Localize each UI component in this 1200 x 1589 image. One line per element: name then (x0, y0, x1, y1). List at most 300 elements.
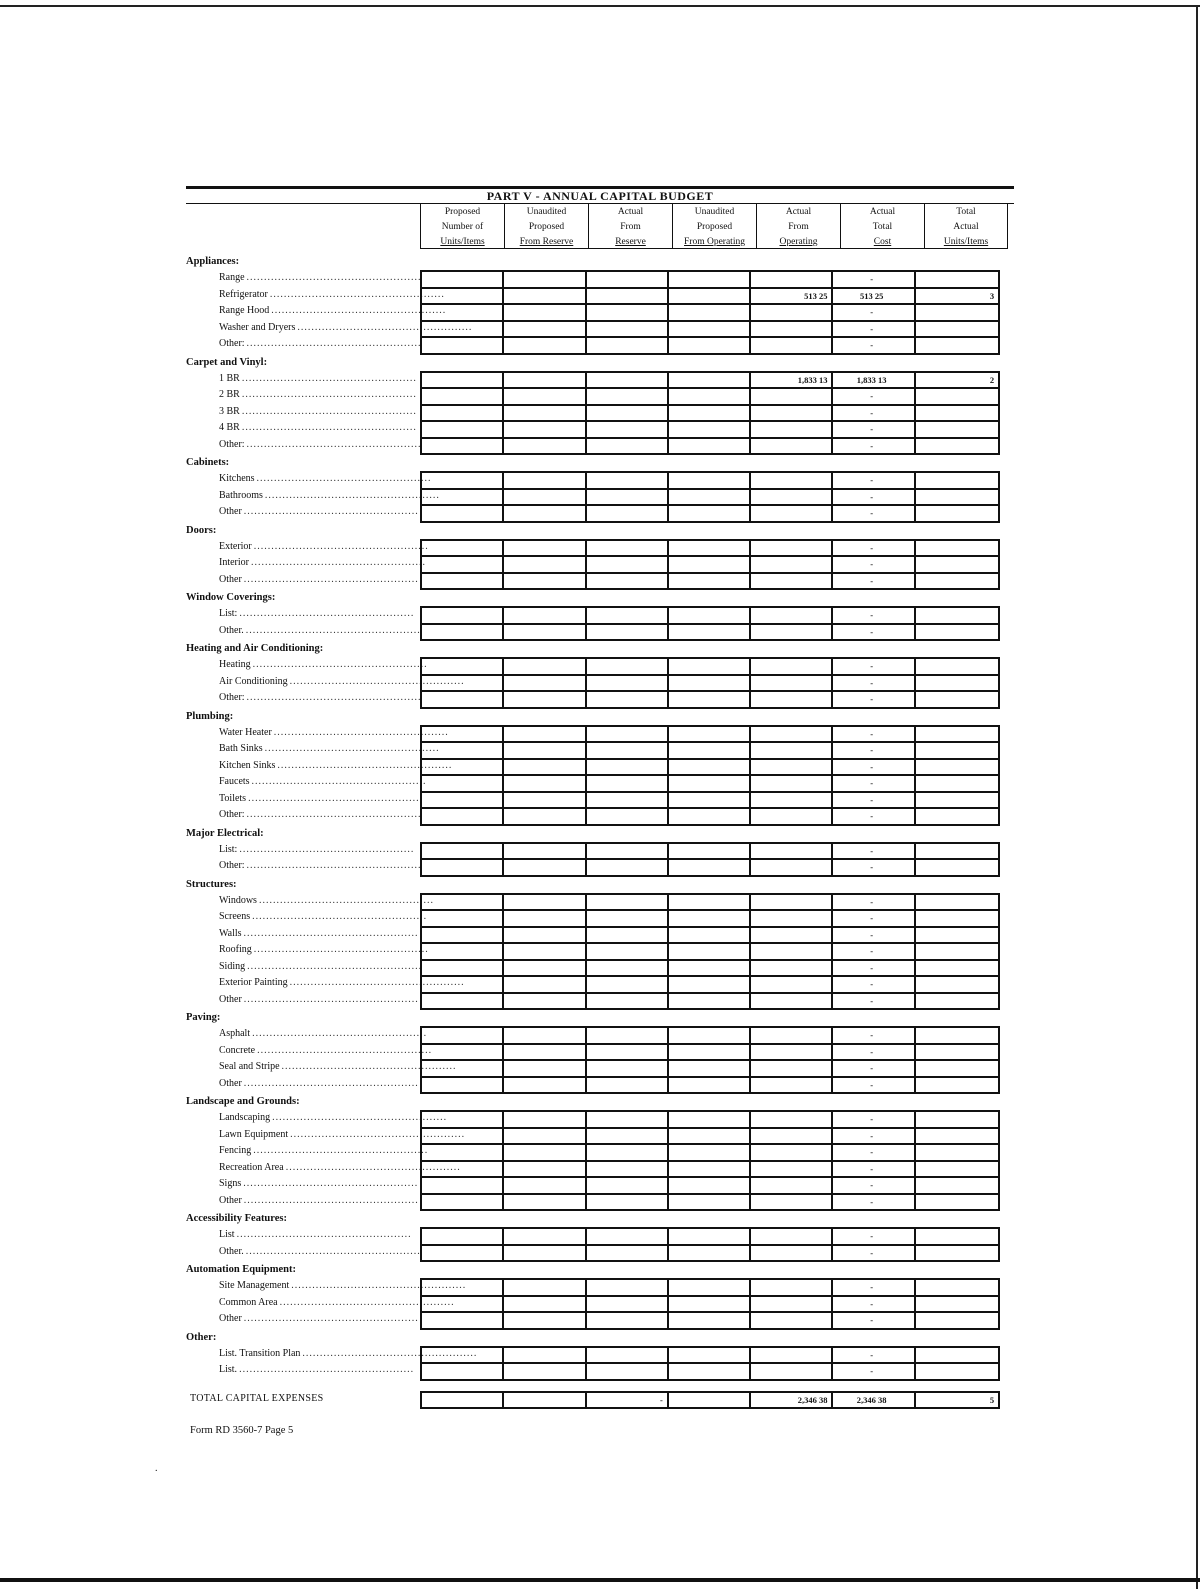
value-cell[interactable] (587, 911, 669, 926)
value-cell[interactable] (504, 557, 586, 572)
value-cell[interactable] (422, 1195, 504, 1210)
value-cell[interactable] (916, 692, 998, 707)
value-cell[interactable]: - (833, 1195, 915, 1210)
value-cell[interactable] (916, 506, 998, 521)
value-cell[interactable]: - (833, 1297, 915, 1312)
value-cell[interactable] (751, 1195, 833, 1210)
value-cell[interactable] (669, 406, 751, 421)
value-cell[interactable] (587, 406, 669, 421)
value-cell[interactable] (587, 1229, 669, 1244)
value-cell[interactable] (504, 1393, 586, 1408)
value-cell[interactable] (916, 1045, 998, 1060)
value-cell[interactable] (916, 1313, 998, 1328)
value-cell[interactable] (669, 1364, 751, 1379)
value-cell[interactable] (504, 322, 586, 337)
value-cell[interactable] (669, 895, 751, 910)
value-cell[interactable] (422, 844, 504, 859)
value-cell[interactable]: - (833, 760, 915, 775)
value-cell[interactable] (504, 911, 586, 926)
value-cell[interactable] (504, 860, 586, 875)
value-cell[interactable] (504, 608, 586, 623)
value-cell[interactable] (751, 1229, 833, 1244)
value-cell[interactable] (669, 911, 751, 926)
value-cell[interactable] (916, 608, 998, 623)
value-cell[interactable] (669, 1246, 751, 1261)
value-cell[interactable] (916, 911, 998, 926)
value-cell[interactable] (669, 809, 751, 824)
value-cell[interactable] (422, 1229, 504, 1244)
value-cell[interactable] (504, 743, 586, 758)
value-cell[interactable] (916, 895, 998, 910)
value-cell[interactable] (587, 994, 669, 1009)
value-cell[interactable] (916, 1178, 998, 1193)
value-cell[interactable]: - (833, 1045, 915, 1060)
value-cell[interactable] (504, 1364, 586, 1379)
value-cell[interactable] (916, 1162, 998, 1177)
value-cell[interactable] (587, 1195, 669, 1210)
value-cell[interactable] (916, 793, 998, 808)
value-cell[interactable] (504, 844, 586, 859)
value-cell[interactable]: - (833, 473, 915, 488)
value-cell[interactable] (504, 1297, 586, 1312)
value-cell[interactable] (916, 776, 998, 791)
value-cell[interactable] (751, 895, 833, 910)
value-cell[interactable] (916, 994, 998, 1009)
value-cell[interactable] (669, 305, 751, 320)
value-cell[interactable]: - (833, 676, 915, 691)
value-cell[interactable] (751, 322, 833, 337)
value-cell[interactable]: - (833, 1246, 915, 1261)
value-cell[interactable] (751, 1280, 833, 1295)
value-cell[interactable] (669, 1145, 751, 1160)
value-cell[interactable] (669, 322, 751, 337)
value-cell[interactable] (669, 793, 751, 808)
value-cell[interactable] (587, 1313, 669, 1328)
value-cell[interactable]: - (833, 1078, 915, 1093)
value-cell[interactable] (669, 625, 751, 640)
value-cell[interactable] (916, 1129, 998, 1144)
value-cell[interactable]: - (833, 1313, 915, 1328)
value-cell[interactable] (751, 1078, 833, 1093)
value-cell[interactable] (504, 305, 586, 320)
value-cell[interactable]: - (833, 406, 915, 421)
value-cell[interactable] (751, 911, 833, 926)
value-cell[interactable] (669, 659, 751, 674)
value-cell[interactable]: - (833, 776, 915, 791)
value-cell[interactable] (587, 1280, 669, 1295)
value-cell[interactable] (669, 1045, 751, 1060)
value-cell[interactable] (751, 1162, 833, 1177)
value-cell[interactable] (916, 760, 998, 775)
value-cell[interactable]: - (833, 541, 915, 556)
value-cell[interactable]: - (833, 944, 915, 959)
value-cell[interactable] (422, 373, 504, 388)
value-cell[interactable] (669, 692, 751, 707)
value-cell[interactable] (751, 422, 833, 437)
value-cell[interactable] (669, 844, 751, 859)
value-cell[interactable] (422, 389, 504, 404)
value-cell[interactable] (504, 1078, 586, 1093)
value-cell[interactable] (669, 1280, 751, 1295)
value-cell[interactable] (504, 272, 586, 287)
value-cell[interactable] (422, 1061, 504, 1076)
value-cell[interactable] (669, 272, 751, 287)
value-cell[interactable] (587, 625, 669, 640)
value-cell[interactable] (916, 977, 998, 992)
value-cell[interactable] (669, 473, 751, 488)
value-cell[interactable] (422, 541, 504, 556)
value-cell[interactable]: - (833, 1129, 915, 1144)
value-cell[interactable] (669, 760, 751, 775)
value-cell[interactable] (916, 541, 998, 556)
value-cell[interactable] (751, 608, 833, 623)
value-cell[interactable] (504, 439, 586, 454)
value-cell[interactable] (916, 305, 998, 320)
value-cell[interactable] (504, 506, 586, 521)
value-cell[interactable] (504, 776, 586, 791)
value-cell[interactable]: - (833, 994, 915, 1009)
value-cell[interactable] (751, 625, 833, 640)
value-cell[interactable] (751, 692, 833, 707)
value-cell[interactable] (504, 1246, 586, 1261)
value-cell[interactable] (751, 272, 833, 287)
value-cell[interactable] (751, 727, 833, 742)
value-cell[interactable]: - (833, 1364, 915, 1379)
value-cell[interactable]: - (833, 961, 915, 976)
value-cell[interactable] (504, 574, 586, 589)
value-cell[interactable] (751, 1178, 833, 1193)
value-cell[interactable]: - (833, 911, 915, 926)
value-cell[interactable] (916, 574, 998, 589)
value-cell[interactable] (422, 1297, 504, 1312)
value-cell[interactable] (587, 1129, 669, 1144)
value-cell[interactable] (587, 793, 669, 808)
value-cell[interactable] (669, 1313, 751, 1328)
value-cell[interactable]: - (833, 1162, 915, 1177)
value-cell[interactable] (587, 809, 669, 824)
value-cell[interactable] (669, 994, 751, 1009)
value-cell[interactable] (669, 676, 751, 691)
value-cell[interactable]: - (833, 844, 915, 859)
value-cell[interactable] (916, 1028, 998, 1043)
value-cell[interactable] (587, 439, 669, 454)
value-cell[interactable] (751, 860, 833, 875)
value-cell[interactable] (669, 1129, 751, 1144)
value-cell[interactable] (916, 1112, 998, 1127)
value-cell[interactable] (504, 1145, 586, 1160)
value-cell[interactable] (587, 743, 669, 758)
value-cell[interactable] (587, 928, 669, 943)
value-cell[interactable] (422, 1078, 504, 1093)
value-cell[interactable] (669, 289, 751, 304)
value-cell[interactable] (422, 793, 504, 808)
value-cell[interactable] (916, 406, 998, 421)
value-cell[interactable] (916, 338, 998, 353)
value-cell[interactable] (422, 760, 504, 775)
value-cell[interactable] (504, 373, 586, 388)
value-cell[interactable] (587, 389, 669, 404)
value-cell[interactable] (504, 944, 586, 959)
value-cell[interactable]: - (833, 1028, 915, 1043)
value-cell[interactable] (669, 1078, 751, 1093)
value-cell[interactable] (669, 439, 751, 454)
value-cell[interactable] (751, 676, 833, 691)
value-cell[interactable]: - (833, 809, 915, 824)
value-cell[interactable] (751, 1313, 833, 1328)
value-cell[interactable] (587, 608, 669, 623)
value-cell[interactable]: - (833, 1145, 915, 1160)
value-cell[interactable] (504, 977, 586, 992)
value-cell[interactable] (669, 1393, 751, 1408)
value-cell[interactable] (916, 928, 998, 943)
value-cell[interactable] (669, 1061, 751, 1076)
value-cell[interactable] (504, 389, 586, 404)
value-cell[interactable] (587, 1297, 669, 1312)
value-cell[interactable] (751, 506, 833, 521)
value-cell[interactable] (587, 1028, 669, 1043)
value-cell[interactable] (504, 727, 586, 742)
value-cell[interactable] (916, 860, 998, 875)
value-cell[interactable]: - (833, 625, 915, 640)
value-cell[interactable] (916, 473, 998, 488)
value-cell[interactable] (751, 406, 833, 421)
value-cell[interactable] (669, 422, 751, 437)
value-cell[interactable] (587, 977, 669, 992)
value-cell[interactable] (504, 1112, 586, 1127)
value-cell[interactable] (504, 1348, 586, 1363)
value-cell[interactable] (422, 1364, 504, 1379)
value-cell[interactable] (751, 305, 833, 320)
value-cell[interactable] (422, 1112, 504, 1127)
value-cell[interactable]: - (833, 1348, 915, 1363)
value-cell[interactable]: - (833, 1061, 915, 1076)
value-cell[interactable] (422, 743, 504, 758)
value-cell[interactable] (669, 860, 751, 875)
value-cell[interactable] (751, 541, 833, 556)
value-cell[interactable] (504, 1045, 586, 1060)
value-cell[interactable]: - (833, 659, 915, 674)
value-cell[interactable] (587, 760, 669, 775)
value-cell[interactable] (422, 506, 504, 521)
value-cell[interactable] (669, 557, 751, 572)
value-cell[interactable] (587, 322, 669, 337)
value-cell[interactable] (504, 490, 586, 505)
value-cell[interactable] (751, 961, 833, 976)
value-cell[interactable]: - (833, 272, 915, 287)
value-cell[interactable]: - (833, 389, 915, 404)
value-cell[interactable] (751, 1348, 833, 1363)
value-cell[interactable] (587, 473, 669, 488)
value-cell[interactable] (669, 727, 751, 742)
value-cell[interactable] (504, 895, 586, 910)
value-cell[interactable] (751, 760, 833, 775)
value-cell[interactable] (587, 490, 669, 505)
value-cell[interactable] (422, 272, 504, 287)
value-cell[interactable] (751, 659, 833, 674)
value-cell[interactable] (422, 490, 504, 505)
value-cell[interactable] (751, 743, 833, 758)
value-cell[interactable] (422, 692, 504, 707)
value-cell[interactable]: 2 (989, 374, 995, 385)
value-cell[interactable] (916, 1145, 998, 1160)
value-cell[interactable] (916, 1229, 998, 1244)
value-cell[interactable] (669, 743, 751, 758)
value-cell[interactable] (587, 776, 669, 791)
value-cell[interactable] (587, 422, 669, 437)
value-cell[interactable] (504, 928, 586, 943)
value-cell[interactable] (669, 373, 751, 388)
value-cell[interactable]: 3 (989, 290, 995, 301)
value-cell[interactable]: - (833, 1178, 915, 1193)
value-cell[interactable] (916, 809, 998, 824)
value-cell[interactable] (422, 289, 504, 304)
value-cell[interactable] (751, 338, 833, 353)
value-cell[interactable]: - (833, 338, 915, 353)
value-cell[interactable] (916, 625, 998, 640)
value-cell[interactable]: - (833, 608, 915, 623)
value-cell[interactable] (504, 659, 586, 674)
value-cell[interactable] (669, 338, 751, 353)
value-cell[interactable] (587, 961, 669, 976)
value-cell[interactable] (916, 439, 998, 454)
value-cell[interactable]: - (833, 860, 915, 875)
value-cell[interactable] (422, 322, 504, 337)
value-cell[interactable]: 1,833 13 (833, 373, 915, 388)
value-cell[interactable] (916, 844, 998, 859)
value-cell[interactable] (669, 1195, 751, 1210)
value-cell[interactable] (751, 389, 833, 404)
value-cell[interactable] (504, 692, 586, 707)
value-cell[interactable] (669, 928, 751, 943)
value-cell[interactable] (504, 961, 586, 976)
value-cell[interactable] (587, 1246, 669, 1261)
value-cell[interactable] (669, 1112, 751, 1127)
value-cell[interactable] (504, 809, 586, 824)
value-cell[interactable] (504, 1313, 586, 1328)
value-cell[interactable] (587, 272, 669, 287)
value-cell[interactable] (669, 776, 751, 791)
value-cell[interactable] (916, 422, 998, 437)
value-cell[interactable] (422, 608, 504, 623)
value-cell[interactable] (916, 1364, 998, 1379)
value-cell[interactable] (587, 1348, 669, 1363)
value-cell[interactable] (751, 844, 833, 859)
value-cell[interactable] (422, 659, 504, 674)
value-cell[interactable]: - (833, 727, 915, 742)
value-cell[interactable] (587, 289, 669, 304)
value-cell[interactable] (422, 911, 504, 926)
value-cell[interactable] (504, 338, 586, 353)
value-cell[interactable] (422, 473, 504, 488)
value-cell[interactable]: - (833, 1112, 915, 1127)
value-cell[interactable] (669, 944, 751, 959)
value-cell[interactable] (916, 490, 998, 505)
value-cell[interactable] (751, 1061, 833, 1076)
value-cell[interactable] (916, 272, 998, 287)
value-cell[interactable]: - (833, 322, 915, 337)
value-cell[interactable] (504, 1280, 586, 1295)
value-cell[interactable] (587, 541, 669, 556)
value-cell[interactable] (422, 422, 504, 437)
value-cell[interactable] (916, 727, 998, 742)
value-cell[interactable] (422, 406, 504, 421)
value-cell[interactable] (669, 1348, 751, 1363)
value-cell[interactable] (422, 557, 504, 572)
value-cell[interactable]: 2,346 38 (751, 1393, 833, 1408)
value-cell[interactable] (504, 1178, 586, 1193)
value-cell[interactable] (504, 760, 586, 775)
value-cell[interactable] (587, 557, 669, 572)
value-cell[interactable] (669, 506, 751, 521)
value-cell[interactable] (422, 776, 504, 791)
value-cell[interactable]: - (833, 895, 915, 910)
value-cell[interactable] (422, 928, 504, 943)
value-cell[interactable] (669, 961, 751, 976)
value-cell[interactable] (504, 1162, 586, 1177)
value-cell[interactable] (587, 506, 669, 521)
value-cell[interactable] (504, 793, 586, 808)
value-cell[interactable] (669, 1229, 751, 1244)
value-cell[interactable]: - (833, 928, 915, 943)
value-cell[interactable] (587, 1061, 669, 1076)
value-cell[interactable] (751, 1246, 833, 1261)
value-cell[interactable] (422, 977, 504, 992)
value-cell[interactable] (504, 1195, 586, 1210)
value-cell[interactable] (916, 389, 998, 404)
value-cell[interactable] (422, 439, 504, 454)
value-cell[interactable] (587, 1112, 669, 1127)
value-cell[interactable]: - (833, 506, 915, 521)
value-cell[interactable] (587, 659, 669, 674)
value-cell[interactable]: - (833, 557, 915, 572)
value-cell[interactable]: - (833, 977, 915, 992)
value-cell[interactable] (669, 977, 751, 992)
value-cell[interactable] (587, 1162, 669, 1177)
value-cell[interactable] (669, 389, 751, 404)
value-cell[interactable] (422, 1178, 504, 1193)
value-cell[interactable]: - (833, 692, 915, 707)
value-cell[interactable] (504, 994, 586, 1009)
value-cell[interactable] (422, 895, 504, 910)
value-cell[interactable] (669, 1162, 751, 1177)
value-cell[interactable] (916, 944, 998, 959)
value-cell[interactable] (422, 1246, 504, 1261)
value-cell[interactable] (751, 776, 833, 791)
value-cell[interactable] (751, 977, 833, 992)
value-cell[interactable] (916, 743, 998, 758)
value-cell[interactable] (751, 994, 833, 1009)
value-cell[interactable] (422, 809, 504, 824)
value-cell[interactable] (669, 1178, 751, 1193)
value-cell[interactable] (422, 1162, 504, 1177)
value-cell[interactable] (587, 944, 669, 959)
value-cell[interactable] (751, 557, 833, 572)
value-cell[interactable] (587, 1045, 669, 1060)
value-cell[interactable]: - (833, 490, 915, 505)
value-cell[interactable] (751, 1297, 833, 1312)
value-cell[interactable] (587, 844, 669, 859)
value-cell[interactable] (916, 1297, 998, 1312)
value-cell[interactable] (916, 961, 998, 976)
value-cell[interactable] (587, 727, 669, 742)
value-cell[interactable] (751, 439, 833, 454)
value-cell[interactable] (422, 574, 504, 589)
value-cell[interactable] (422, 305, 504, 320)
value-cell[interactable] (587, 1078, 669, 1093)
value-cell[interactable] (916, 1280, 998, 1295)
value-cell[interactable] (916, 1061, 998, 1076)
value-cell[interactable]: - (833, 422, 915, 437)
